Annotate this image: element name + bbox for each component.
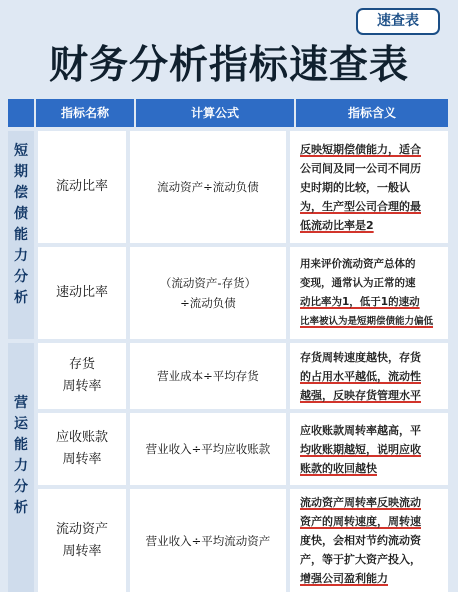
meaning-line: 账款的收回越快 xyxy=(300,461,377,475)
category-char: 能 xyxy=(14,437,28,453)
category-char: 能 xyxy=(14,227,28,243)
meaning-line: 动比率为1，低于1的速动 xyxy=(300,296,420,308)
header-meaning: 指标含义 xyxy=(347,106,396,120)
table-row-formula xyxy=(130,413,286,485)
formula-line: 流动资产÷流动负债 xyxy=(157,180,259,194)
meaning-line: 反映短期偿债能力，适合 xyxy=(300,142,421,156)
table-row-name xyxy=(38,413,126,485)
name-line: 周转率 xyxy=(62,379,102,394)
category-char: 力 xyxy=(14,248,28,264)
meaning-line: 的占用水平越低，流动性 xyxy=(300,369,421,383)
name-line: 周转率 xyxy=(62,452,102,467)
formula-line: 营业收入÷平均流动资产 xyxy=(145,533,271,548)
category-char: 运 xyxy=(14,416,28,432)
meaning-line: 产，等于扩大资产投入， xyxy=(300,553,421,566)
category-char: 力 xyxy=(14,458,28,474)
table-row-formula xyxy=(130,247,286,339)
name-line: 应收账款 xyxy=(55,430,108,445)
category-char: 营 xyxy=(14,395,28,411)
category-char: 分 xyxy=(14,269,28,285)
table-row-meaning xyxy=(290,247,448,339)
table-row-formula xyxy=(130,489,286,592)
category-char: 析 xyxy=(14,500,28,516)
meaning-line: 用来评价流动资产总体的 xyxy=(300,258,416,270)
table-row-meaning xyxy=(290,413,448,485)
formula-line: （流动资产-存货） xyxy=(159,276,257,290)
page-title: 财务分析指标速查表 xyxy=(48,43,409,88)
name-line: 速动比率 xyxy=(55,285,108,300)
table-row-formula xyxy=(130,131,286,243)
meaning-line: 度快，会相对节约流动资 xyxy=(300,534,421,547)
meaning-line: 增强公司盈利能力 xyxy=(300,572,388,585)
table-row-name xyxy=(38,343,126,409)
category-char: 析 xyxy=(14,290,28,306)
name-line: 存货 xyxy=(68,357,95,372)
meaning-line: 存货周转速度越快，存货 xyxy=(300,350,421,364)
meaning-line: 均收账期越短，说明应收 xyxy=(300,442,421,456)
category-char: 债 xyxy=(14,206,28,222)
table-row-formula xyxy=(130,343,286,409)
table-row-name xyxy=(38,131,126,243)
meaning-line: 为，生产型公司合理的最 xyxy=(300,199,421,213)
name-line: 流动资产 xyxy=(55,521,108,537)
table-header xyxy=(8,99,448,127)
table-row-name xyxy=(38,247,126,339)
category-operating-ability xyxy=(8,343,34,592)
meaning-line: 应收账款周转率越高，平 xyxy=(300,423,421,437)
table-row-meaning xyxy=(290,489,448,592)
category-char: 分 xyxy=(14,479,28,495)
category-short-term-solvency xyxy=(8,131,34,339)
meaning-line: 越强，反映存货管理水平 xyxy=(300,388,421,402)
meaning-line: 变现，通常认为正常的速 xyxy=(300,277,416,289)
meaning-line: 流动资产周转率反映流动 xyxy=(300,496,421,509)
meaning-line: 资产的周转速度，周转速 xyxy=(300,515,421,528)
category-char: 偿 xyxy=(14,185,28,201)
formula-line: ÷流动负债 xyxy=(180,296,236,310)
formula-line: 营业收入÷平均应收账款 xyxy=(145,442,271,456)
name-line: 流动比率 xyxy=(55,179,108,194)
name-line: 周转率 xyxy=(62,543,102,559)
meaning-line: 史时期的比较，一般认 xyxy=(300,180,410,194)
formula-line: 营业成本÷平均存货 xyxy=(157,369,259,383)
header-category-cell xyxy=(8,99,36,127)
header-name: 指标名称 xyxy=(36,99,136,127)
table-row-name xyxy=(38,489,126,592)
quick-reference-badge: 速查表 xyxy=(356,8,440,35)
header-formula: 计算公式 xyxy=(136,99,296,127)
table-row-meaning xyxy=(290,131,448,243)
meaning-line: 公司间及同一公司不同历 xyxy=(300,161,421,175)
category-char: 短 xyxy=(14,143,28,159)
table-row-meaning xyxy=(290,343,448,409)
category-char: 期 xyxy=(14,164,28,180)
meaning-line: 低流动比率是2 xyxy=(300,218,374,232)
meaning-line: 比率被认为是短期偿债能力偏低 xyxy=(300,316,434,327)
